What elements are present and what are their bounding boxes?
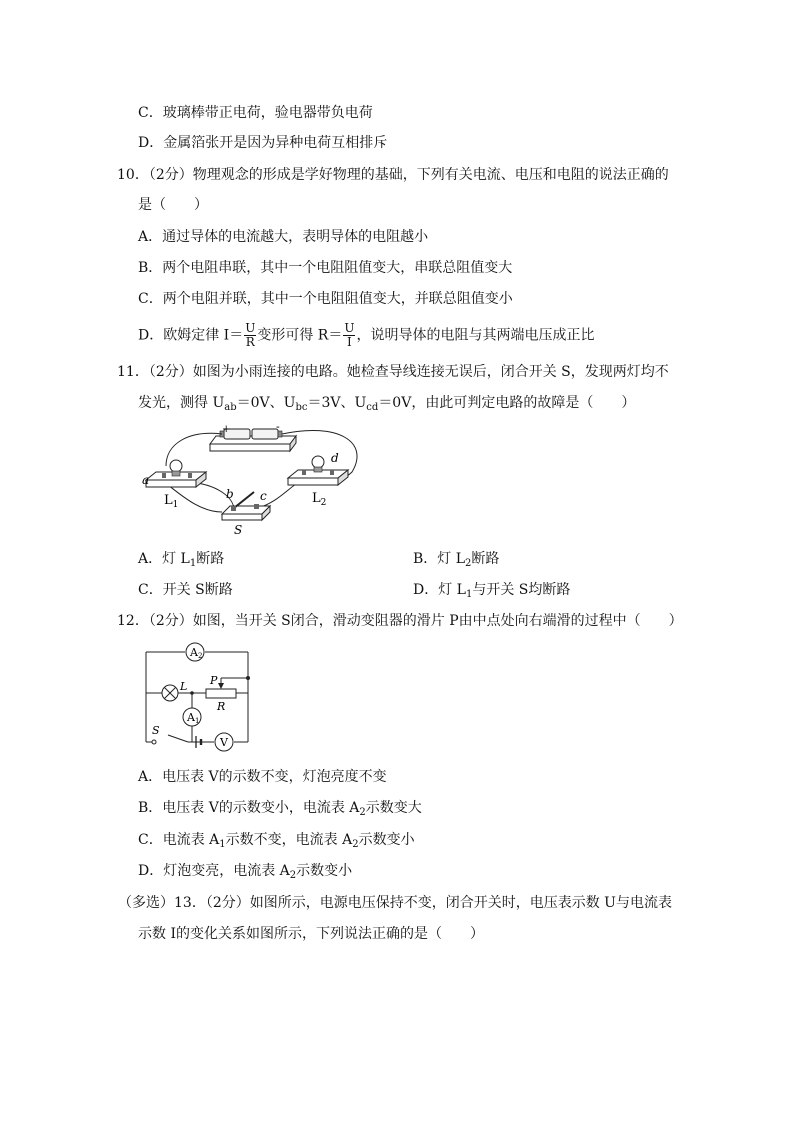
- lamp-l-label: L: [180, 680, 188, 693]
- q12-option-b: [138, 798, 422, 818]
- q11-stem-line1: 11．（2分）如图为小雨连接的电路。她检查导线连接无误后，闭合开关 S，发现两灯均不: [117, 364, 669, 380]
- resistance-fraction: [343, 322, 355, 349]
- subscript: cd: [366, 402, 379, 413]
- ammeter-a1-subscript: 1: [194, 717, 200, 725]
- q13-stem-line1: （多选）13．（2分）如图所示，电源电压保持不变，闭合开关时，电压表示数 U与电流表: [118, 895, 672, 911]
- q11-option-b: [413, 549, 499, 569]
- q11-text: ＝0V、U: [236, 395, 296, 411]
- q10-stem-line1: 10．（2分）物理观念的形成是学好物理的基础，下列有关电流、电压和电阻的说法正确的: [117, 167, 669, 183]
- q12-option-d-text: 示数变小: [296, 863, 353, 879]
- q12-option-c-text: 示数变小: [358, 832, 415, 848]
- q10-option-b: B．两个电阻串联，其中一个电阻阻值变大，串联总阻值变大: [138, 260, 513, 276]
- q10-option-d: [138, 322, 594, 349]
- q10-stem-line2: 是（ ）: [138, 197, 208, 213]
- lamp-l2-board: [288, 456, 348, 485]
- lamp-l2-letter: L: [312, 491, 321, 506]
- subscript: 2: [352, 839, 359, 850]
- q11-option-b-text: B．灯 L: [413, 551, 466, 567]
- q12-option-d-text: D．灯泡变亮，电流表 A: [138, 863, 290, 879]
- q10-option-c: C．两个电阻并联，其中一个电阻阻值变大，并联总阻值变小: [138, 291, 513, 307]
- fraction-numerator: U: [344, 321, 355, 335]
- q10-option-d-text3: ，说明导体的电阻与其两端电压成正比: [356, 327, 595, 344]
- lamp-l2-subscript: 2: [320, 498, 327, 508]
- q12-option-a: A．电压表 V的示数不变，灯泡亮度不变: [138, 769, 387, 785]
- subscript: 1: [219, 839, 226, 850]
- q11-option-a-text: 断路: [196, 551, 225, 567]
- fraction-numerator: U: [245, 321, 256, 335]
- q12-option-c: [138, 830, 415, 850]
- battery-plus: +: [222, 424, 231, 435]
- q11-option-a-text: A．灯 L: [138, 551, 190, 567]
- voltmeter-label: V: [220, 736, 228, 749]
- q11-option-d: [413, 580, 570, 600]
- lamp-l1-board: [146, 460, 206, 487]
- switch-s-label: S: [152, 724, 160, 737]
- q9-option-c: C．玻璃棒带正电荷，验电器带负电荷: [138, 105, 373, 121]
- point-d-label: d: [331, 451, 339, 465]
- q11-option-b-text: 断路: [471, 551, 500, 567]
- switch-s-label: S: [234, 523, 243, 537]
- slider-p-label: P: [210, 674, 218, 687]
- subscript: 2: [465, 558, 472, 569]
- q11-text: ＝0V，由此可判定电路的故障是（ ）: [378, 395, 636, 411]
- point-b-label: b: [226, 487, 234, 501]
- q12-option-c-text: C．电流表 A: [138, 832, 220, 848]
- q12-option-b-text: 示数变大: [365, 800, 422, 816]
- q11-text: 发光，测得 U: [138, 395, 225, 411]
- subscript: bc: [295, 402, 308, 413]
- point-a-label: a: [142, 473, 150, 487]
- subscript: ab: [224, 402, 237, 413]
- ammeter-a2-subscript: 2: [197, 652, 203, 660]
- subscript: 2: [359, 807, 366, 818]
- fraction-denominator: I: [347, 335, 352, 349]
- q11-option-a: [138, 549, 224, 569]
- lamp-l1-letter: L: [164, 493, 173, 508]
- ammeter-a2-letter: A: [190, 646, 198, 659]
- q10-option-d-text1: D．欧姆定律 I＝: [138, 327, 244, 344]
- battery-minus: -: [276, 420, 280, 433]
- q12-stem: 12．（2分）如图，当开关 S闭合，滑动变阻器的滑片 P由中点处向右端滑的过程中（ ）: [117, 613, 683, 629]
- fraction-denominator: R: [245, 335, 255, 349]
- lamp-l1-label: [164, 493, 178, 510]
- q11-text: ＝3V、U: [307, 395, 367, 411]
- q11-option-d-text: 与开关 S均断路: [472, 582, 571, 598]
- q9-option-d: D．金属箔张开是因为异种电荷互相排斥: [138, 135, 388, 151]
- lamp-l2-label: [312, 491, 326, 508]
- q10-option-a: A．通过导体的电流越大，表明导体的电阻越小: [138, 229, 429, 245]
- point-c-label: c: [260, 489, 267, 503]
- q11-stem-line2: [138, 393, 635, 413]
- q12-option-b-text: B．电压表 V的示数变小，电流表 A: [138, 800, 360, 816]
- q12-option-c-text: 示数不变，电流表 A: [225, 832, 353, 848]
- rheostat-r-label: R: [217, 700, 226, 713]
- subscript: 1: [465, 589, 473, 600]
- q11-option-c: C．开关 S断路: [138, 582, 233, 598]
- ohm-law-fraction: [244, 322, 256, 349]
- ammeter-a1-letter: A: [187, 711, 195, 724]
- q11-option-d-text: D．灯 L: [413, 582, 466, 598]
- q12-circuit-diagram: [138, 640, 256, 752]
- q11-circuit-figure: [138, 422, 370, 540]
- q12-option-d: [138, 861, 352, 881]
- subscript: 1: [189, 558, 197, 569]
- lamp-l1-subscript: 1: [172, 500, 179, 510]
- q13-stem-line2: 示数 I的变化关系如图所示，下列说法正确的是（ ）: [138, 926, 484, 942]
- subscript: 2: [289, 870, 297, 881]
- q10-option-d-text2: 变形可得 R＝: [257, 327, 343, 344]
